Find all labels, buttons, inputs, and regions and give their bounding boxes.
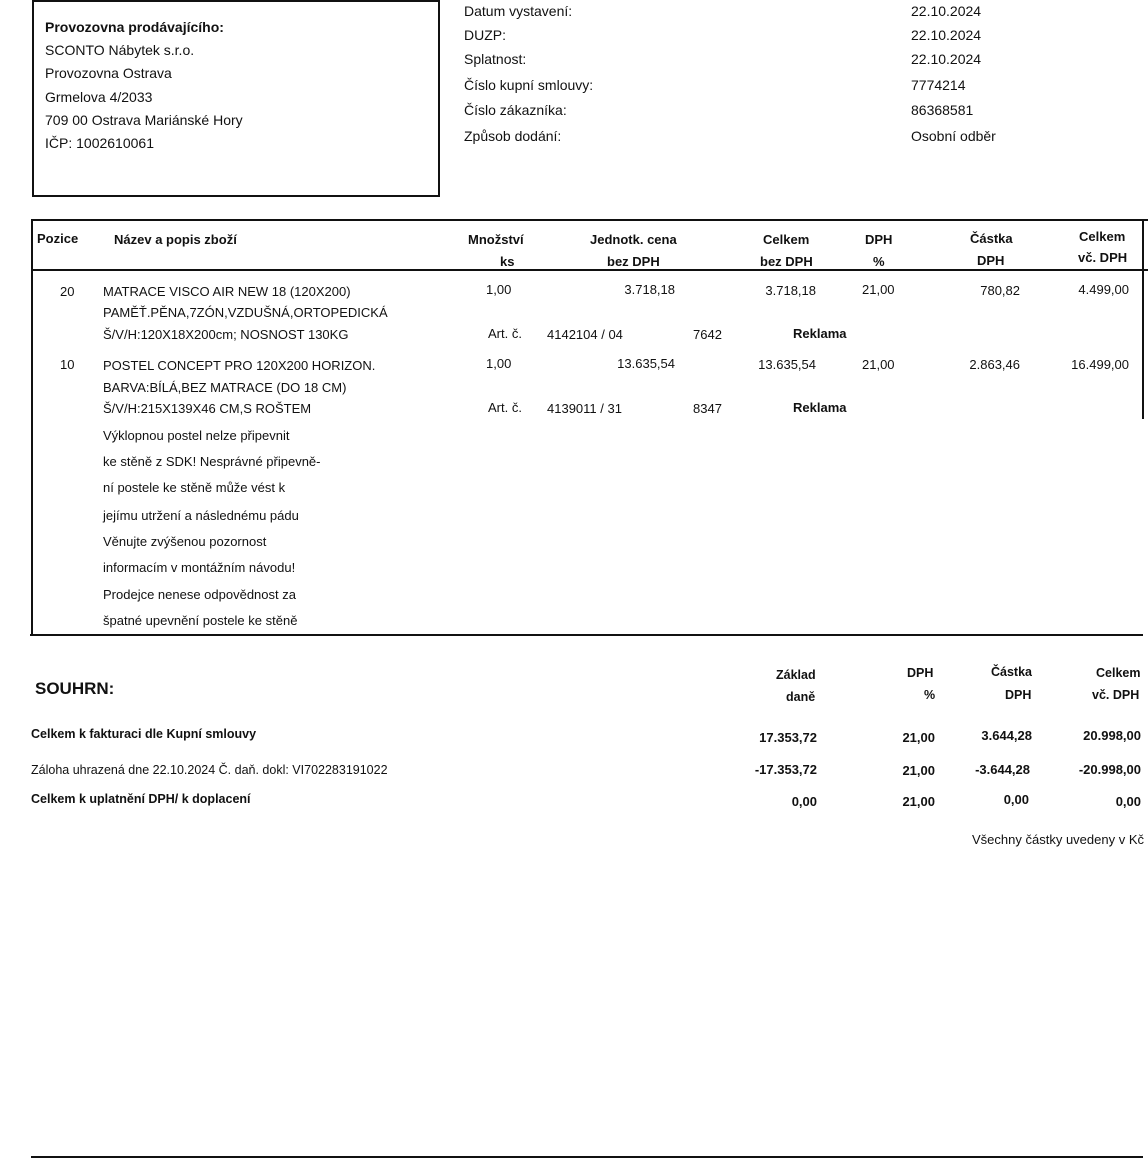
col-gross-sub: vč. DPH [1078,250,1128,265]
meta-value: 22.10.2024 [911,27,982,43]
summary-row-gross: 20.998,00 [1083,728,1141,743]
col-qty-header: Množství [468,232,524,247]
item-description-line: Š/V/H:120X18X200cm; NOSNOST 130KG [103,327,349,342]
seller-box [32,0,440,197]
item-total: 3.718,18 [765,283,816,298]
note-line: ní postele ke stěně může vést k [103,480,286,495]
col-vat-amount-header: Částka [970,231,1013,246]
item-description-line: PAMĚŤ.PĚNA,7ZÓN,VZDUŠNÁ,ORTOPEDICKÁ [103,305,388,320]
seller-line: SCONTO Nábytek s.r.o. [45,42,195,58]
item-description-line: BARVA:BÍLÁ,BEZ MATRACE (DO 18 CM) [103,380,347,395]
col-vat-amount-sub: DPH [977,253,1005,268]
col-gross-header: Celkem [1079,229,1126,244]
note-line: Výklopnou postel nelze připevnit [103,428,290,443]
summary-row-vat: 21,00 [902,730,935,745]
item-art-number: 4139011 / 31 [547,401,622,416]
meta-label: Datum vystavení: [464,3,573,19]
table-bottom-border [30,634,1143,636]
summary-row-label: Celkem k fakturaci dle Kupní smlouvy [31,727,257,741]
item-vat: 21,00 [862,357,895,372]
table-header-divider [31,269,1148,271]
summary-row-label: Celkem k uplatnění DPH/ k doplacení [31,792,251,806]
item-description-line: MATRACE VISCO AIR NEW 18 (120X200) [103,284,351,299]
col-qty-unit: ks [500,254,515,269]
item-position: 20 [60,284,75,299]
item-position: 10 [60,357,75,372]
meta-value: 7774214 [911,77,966,93]
summary-vat-amount-sub: DPH [1005,688,1032,702]
item-gross: 4.499,00 [1078,282,1129,297]
meta-value: 22.10.2024 [911,51,982,67]
summary-row-vat-amount: -3.644,28 [975,762,1030,777]
summary-vat-sub: % [924,688,936,702]
meta-label: Splatnost: [464,51,527,67]
summary-row-vat: 21,00 [902,794,935,809]
meta-label: Číslo zákazníka: [464,102,567,118]
seller-line: Grmelova 4/2033 [45,89,153,105]
seller-line: 709 00 Ostrava Mariánské Hory [45,112,243,128]
item-total: 13.635,54 [758,357,816,372]
item-unit-price: 13.635,54 [617,356,675,371]
col-position-header: Pozice [37,231,79,246]
summary-row-base: 0,00 [791,794,817,809]
meta-label: Způsob dodání: [464,128,562,144]
summary-base-sub: daně [786,690,816,704]
note-line: Věnujte zvýšenou pozornost [103,534,267,549]
item-qty: 1,00 [486,356,512,371]
summary-row-gross: -20.998,00 [1078,762,1141,777]
summary-base-header: Základ [776,668,816,682]
col-total-sub: bez DPH [760,254,813,269]
col-unit-price-header: Jednotk. cena [590,232,677,247]
note-line: informacím v montážním návodu! [103,560,296,575]
summary-row-vat-amount: 3.644,28 [981,728,1032,743]
col-vat-sub: % [873,254,885,269]
item-description-line: POSTEL CONCEPT PRO 120X200 HORIZON. [103,358,376,373]
currency-note: Všechny částky uvedeny v Kč [972,832,1144,847]
seller-line: IČP: 1002610061 [45,135,154,151]
table-top-border [31,219,1148,221]
summary-row-base: -17.353,72 [754,762,817,777]
summary-title: SOUHRN: [35,679,115,698]
summary-row-vat: 21,00 [902,763,935,778]
item-art-label: Art. č. [488,400,522,415]
item-vat-amount: 780,82 [980,283,1020,298]
item-description-line: Š/V/H:215X139X46 CM,S ROŠTEM [103,401,312,416]
item-vat-amount: 2.863,46 [969,357,1020,372]
meta-value: 22.10.2024 [911,3,982,19]
summary-vat-amount-header: Částka [991,665,1032,679]
meta-value: Osobní odběr [911,128,996,144]
seller-line: Provozovna Ostrava [45,65,172,81]
note-line: ke stěně z SDK! Nesprávné připevně- [103,454,321,469]
table-right-border [1142,219,1144,419]
item-code: 8347 [693,401,722,416]
summary-gross-header: Celkem [1096,666,1141,680]
item-vat: 21,00 [862,282,895,297]
summary-row-base: 17.353,72 [759,730,817,745]
item-qty: 1,00 [486,282,512,297]
summary-vat-header: DPH [907,666,934,680]
item-art-number: 4142104 / 04 [547,327,623,342]
seller-heading: Provozovna prodávajícího: [45,19,224,35]
note-line: špatné upevnění postele ke stěně [103,613,298,628]
table-left-border [31,219,33,636]
footer-divider [31,1156,1143,1158]
item-tag: Reklama [793,326,847,341]
col-vat-header: DPH [865,232,893,247]
summary-gross-sub: vč. DPH [1092,688,1140,702]
meta-label: DUZP: [464,27,506,43]
col-name-header: Název a popis zboží [114,232,237,247]
summary-row-gross: 0,00 [1115,794,1141,809]
meta-label: Číslo kupní smlouvy: [464,77,594,93]
meta-value: 86368581 [911,102,974,118]
col-unit-price-sub: bez DPH [607,254,660,269]
item-gross: 16.499,00 [1071,357,1129,372]
summary-row-vat-amount: 0,00 [1003,792,1029,807]
summary-row-label: Záloha uhrazená dne 22.10.2024 Č. daň. dokl: VI702283191022 [31,763,388,777]
note-line: jejímu utržení a následnému pádu [103,508,299,523]
item-art-label: Art. č. [488,326,522,341]
item-unit-price: 3.718,18 [624,282,675,297]
item-code: 7642 [693,327,722,342]
note-line: Prodejce nenese odpovědnost za [103,587,296,602]
col-total-header: Celkem [763,232,810,247]
item-tag: Reklama [793,400,847,415]
